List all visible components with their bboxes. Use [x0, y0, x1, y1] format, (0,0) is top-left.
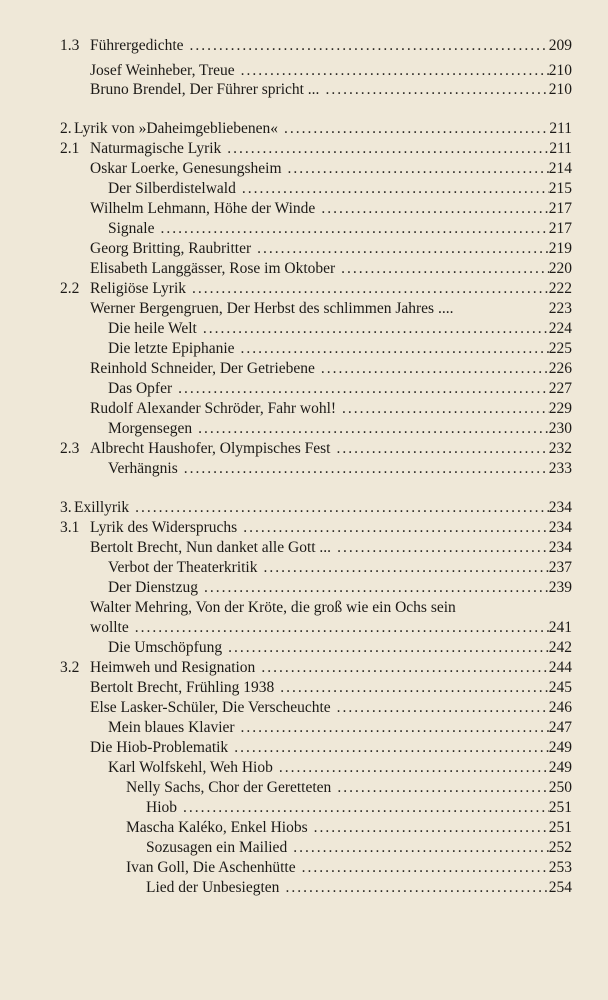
toc-entry — [0, 359, 608, 379]
page-number: 253 — [548, 859, 572, 876]
page-number: 242 — [548, 639, 572, 656]
dot-leader — [336, 399, 549, 419]
toc-entry — [0, 598, 608, 618]
dot-leader — [330, 439, 548, 459]
page-number: 241 — [548, 619, 572, 636]
entry-title: Der Silberdistelwald — [108, 180, 236, 197]
entry-title: Albrecht Haushofer, Olympisches Fest — [90, 440, 331, 457]
entry-title: Georg Britting, Raubritter — [90, 240, 252, 257]
toc-entry — [0, 339, 608, 359]
page-number: 249 — [548, 759, 572, 776]
toc-entry — [0, 798, 608, 818]
dot-leader — [255, 658, 548, 678]
toc-entry — [0, 758, 608, 778]
toc-entry — [0, 638, 608, 658]
entry-title: Walter Mehring, Von der Kröte, die groß wie ein Ochs sein — [90, 599, 456, 616]
entry-title: Die letzte Epiphanie — [108, 340, 235, 357]
page-number: 210 — [548, 62, 572, 79]
page-number: 209 — [548, 37, 572, 54]
entry-title: Karl Wolfskehl, Weh Hiob — [108, 759, 273, 776]
toc-entry — [0, 239, 608, 259]
toc-entry — [0, 80, 608, 100]
entry-title: Heimweh und Resignation — [90, 659, 256, 676]
toc-entry — [0, 199, 608, 219]
page-number: 230 — [548, 420, 572, 437]
section-number: 2. — [60, 120, 72, 137]
dot-leader — [315, 359, 549, 379]
dot-leader — [129, 618, 549, 638]
dot-leader — [331, 778, 548, 798]
page-number: 250 — [548, 779, 572, 796]
dot-leader — [177, 798, 549, 818]
dot-leader — [235, 718, 549, 738]
dot-leader — [287, 838, 549, 858]
toc-entry — [0, 778, 608, 798]
entry-title: Die Hiob-Problematik — [90, 739, 229, 756]
toc-entry — [0, 538, 608, 558]
page-number: 211 — [549, 140, 572, 157]
entry-title: Lyrik des Widerspruchs — [90, 519, 238, 536]
page-number: 234 — [548, 499, 572, 516]
entry-title: Der Dienstzug — [108, 579, 198, 596]
dot-leader — [319, 80, 548, 100]
page-number: 247 — [548, 719, 572, 736]
toc-entry — [0, 419, 608, 439]
entry-title: Nelly Sachs, Chor der Geretteten — [126, 779, 332, 796]
dot-leader — [155, 219, 549, 239]
dot-leader — [186, 279, 549, 299]
entry-title: Führergedichte — [90, 37, 184, 54]
page-number: 217 — [548, 200, 572, 217]
dot-leader — [172, 379, 549, 399]
entry-title: wollte — [90, 619, 129, 636]
toc-entry — [0, 658, 608, 678]
entry-title: Verbot der Theaterkritik — [108, 559, 258, 576]
toc-entry — [0, 279, 608, 299]
page-number: 229 — [548, 400, 572, 417]
toc-entry — [0, 439, 608, 459]
entry-title: Elisabeth Langgässer, Rose im Oktober — [90, 260, 336, 277]
dot-leader — [282, 159, 549, 179]
toc-entry — [0, 61, 608, 81]
dot-leader — [221, 139, 549, 159]
page-number: 237 — [548, 559, 572, 576]
entry-title: Reinhold Schneider, Der Getriebene — [90, 360, 315, 377]
entry-title: Die heile Welt — [108, 320, 197, 337]
page-number: 233 — [548, 460, 572, 477]
toc-entry — [0, 718, 608, 738]
page-number: 214 — [548, 160, 572, 177]
entry-title: Naturmagische Lyrik — [90, 140, 222, 157]
entry-title: Else Lasker-Schüler, Die Verscheuchte — [90, 699, 331, 716]
page-number: 234 — [548, 519, 572, 536]
page-number: 251 — [548, 819, 572, 836]
dot-leader — [331, 698, 549, 718]
page-number: 252 — [548, 839, 572, 856]
entry-title: Morgensegen — [108, 420, 193, 437]
page-number: 254 — [548, 879, 572, 896]
entry-title: Rudolf Alexander Schröder, Fahr wohl! — [90, 400, 337, 417]
toc-entry — [0, 299, 608, 319]
dot-leader — [296, 858, 549, 878]
entry-title: Die Umschöpfung — [108, 639, 223, 656]
toc-entry — [0, 399, 608, 419]
toc-entry — [0, 858, 608, 878]
toc-entry — [0, 518, 608, 538]
entry-title: Werner Bergengruen, Der Herbst des schlimmen Jahres .... — [90, 300, 454, 317]
toc-entry — [0, 578, 608, 598]
page-number: 215 — [548, 180, 572, 197]
dot-leader — [222, 638, 549, 658]
toc-entry — [0, 558, 608, 578]
entry-title: Mein blaues Klavier — [108, 719, 235, 736]
page-number: 217 — [548, 220, 572, 237]
page-number: 222 — [548, 280, 572, 297]
entry-title: Verhängnis — [108, 460, 178, 477]
toc-entry — [0, 179, 608, 199]
toc-entry — [0, 459, 608, 479]
page-number: 244 — [548, 659, 572, 676]
toc-entry — [0, 698, 608, 718]
dot-leader — [335, 259, 549, 279]
dot-leader — [315, 199, 548, 219]
toc-entry — [0, 319, 608, 339]
toc-entry — [0, 259, 608, 279]
toc-entry — [0, 119, 608, 139]
entry-title: Exillyrik — [74, 499, 130, 516]
section-number: 3. — [60, 499, 72, 516]
dot-leader — [278, 119, 549, 139]
toc-entry — [0, 219, 608, 239]
entry-title: Wilhelm Lehmann, Höhe der Winde — [90, 200, 316, 217]
toc-entry — [0, 618, 608, 638]
dot-leader — [331, 538, 549, 558]
toc-entry — [0, 878, 608, 898]
entry-title: Ivan Goll, Die Aschenhütte — [126, 859, 296, 876]
section-number: 2.1 — [60, 140, 80, 157]
entry-title: Religiöse Lyrik — [90, 280, 187, 297]
dot-leader — [308, 818, 549, 838]
dot-leader — [235, 339, 549, 359]
dot-leader — [178, 459, 549, 479]
page-number: 232 — [548, 440, 572, 457]
page-number: 246 — [548, 699, 572, 716]
dot-leader — [129, 498, 549, 518]
toc-entry — [0, 139, 608, 159]
section-number: 2.3 — [60, 440, 80, 457]
page-number: 224 — [548, 320, 572, 337]
dot-leader — [251, 239, 549, 259]
toc-entry — [0, 818, 608, 838]
page-number: 249 — [548, 739, 572, 756]
section-number: 1.3 — [60, 37, 80, 54]
entry-title: Lyrik von »Daheimgebliebenen« — [74, 120, 279, 137]
page-number: 225 — [548, 340, 572, 357]
dot-leader — [192, 419, 549, 439]
dot-leader — [237, 518, 549, 538]
dot-leader — [198, 578, 549, 598]
toc-entry — [0, 738, 608, 758]
dot-leader — [228, 738, 549, 758]
page-number: 223 — [548, 300, 572, 317]
entry-title: Hiob — [146, 799, 177, 816]
page-number: 226 — [548, 360, 572, 377]
section-number: 3.1 — [60, 519, 80, 536]
toc-entry — [0, 159, 608, 179]
page-number: 219 — [548, 240, 572, 257]
entry-title: Oskar Loerke, Genesungsheim — [90, 160, 282, 177]
entry-title: Josef Weinheber, Treue — [90, 62, 235, 79]
page-number: 251 — [548, 799, 572, 816]
page-number: 234 — [548, 539, 572, 556]
entry-title: Signale — [108, 220, 155, 237]
entry-title: Bruno Brendel, Der Führer spricht ... — [90, 81, 320, 98]
toc-entry — [0, 498, 608, 518]
dot-leader — [236, 179, 549, 199]
toc-entry — [0, 838, 608, 858]
toc-entry — [0, 379, 608, 399]
toc-entry — [0, 36, 608, 56]
page-number: 227 — [548, 380, 572, 397]
dot-leader — [235, 61, 549, 81]
entry-title: Sozusagen ein Mailied — [146, 839, 288, 856]
dot-leader — [197, 319, 549, 339]
page-number: 210 — [548, 81, 572, 98]
dot-leader — [274, 678, 548, 698]
page-number: 239 — [548, 579, 572, 596]
entry-title: Mascha Kaléko, Enkel Hiobs — [126, 819, 308, 836]
dot-leader — [184, 36, 549, 56]
dot-leader — [273, 758, 549, 778]
page-number: 220 — [548, 260, 572, 277]
page-number: 211 — [549, 120, 572, 137]
entry-title: Lied der Unbesiegten — [146, 879, 280, 896]
entry-title: Bertolt Brecht, Nun danket alle Gott ... — [90, 539, 332, 556]
toc-entry — [0, 678, 608, 698]
entry-title: Bertolt Brecht, Frühling 1938 — [90, 679, 275, 696]
dot-leader — [258, 558, 549, 578]
entry-title: Das Opfer — [108, 380, 173, 397]
section-number: 3.2 — [60, 659, 80, 676]
section-number: 2.2 — [60, 280, 80, 297]
dot-leader — [279, 878, 548, 898]
page-number: 245 — [548, 679, 572, 696]
